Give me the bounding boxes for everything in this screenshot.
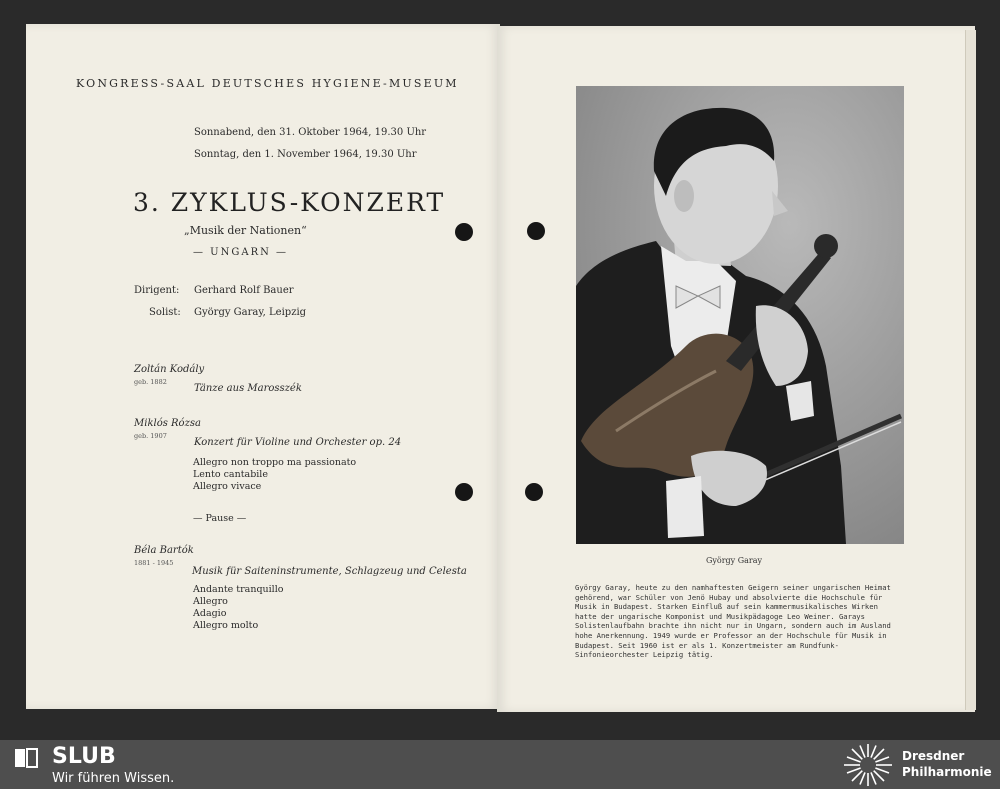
concert-title: 3. ZYKLUS-KONZERT [133, 188, 446, 217]
work-title: Tänze aus Marosszék [194, 383, 302, 394]
soloist-label: Solist: [149, 307, 181, 318]
movement: Adagio [193, 608, 227, 619]
movement: Andante tranquillo [193, 584, 284, 595]
concert-date: Sonnabend, den 31. Oktober 1964, 19.30 Uhr [194, 127, 427, 138]
venue-heading: KONGRESS-SAAL DEUTSCHES HYGIENE-MUSEUM [76, 77, 459, 90]
movement: Allegro non troppo ma passionato [193, 457, 357, 468]
movement: Allegro [193, 596, 228, 607]
soloist-biography: György Garay, heute zu den namhaftesten Geigern seiner ungarischen Heimat gehörend, war Schüler von Jenö Hubay und absolvierte die Hochschule für Musik in Budapest. Starken Einfluß auf sein kammermusikalisches Wirken hatte der ungarische Komponist und Musikpädagoge Leo Weiner. Garays Solistenlaufbahn brachte ihn nicht nur in Ungarn, sondern auch im Ausland hohe Anerkennung. 1949 wurde er Professor an der Hochschule für Musik in Budapest. Seit 1960 ist er als 1. Konzertmeister am Rundfunk-Sinfonieorchester Leipzig tätig. [575, 583, 891, 660]
punch-hole [527, 222, 545, 240]
conductor-label: Dirigent: [134, 285, 180, 296]
movement: Allegro vivace [193, 481, 262, 492]
series-subtitle: „Musik der Nationen“ [184, 224, 307, 237]
concert-date: Sonntag, den 1. November 1964, 19.30 Uhr [194, 149, 417, 160]
portrait-illustration [576, 86, 904, 544]
composer-name: Zoltán Kodály [134, 364, 205, 375]
slub-logo-text: SLUB [52, 744, 116, 769]
soloist-portrait-photo [576, 86, 904, 544]
work-title: Musik für Saiteninstrumente, Schlagzeug und Celesta [192, 566, 467, 577]
footer-bar [0, 740, 1000, 789]
page-edge [965, 30, 976, 710]
soloist-name: György Garay, Leipzig [194, 307, 307, 318]
series-theme: — UNGARN — [193, 247, 289, 258]
slub-book-icon [14, 747, 38, 769]
partner-name: Philharmonie [902, 765, 992, 779]
composer-dates: 1881 - 1945 [134, 559, 174, 567]
work-title: Konzert für Violine und Orchester op. 24 [194, 437, 402, 448]
composer-dates: geb. 1907 [134, 432, 167, 440]
slub-tagline: Wir führen Wissen. [52, 771, 175, 786]
composer-name: Miklós Rózsa [134, 418, 201, 429]
philharmonie-sunburst-icon [842, 742, 894, 788]
conductor-name: Gerhard Rolf Bauer [194, 285, 294, 296]
punch-hole [455, 483, 473, 501]
composer-dates: geb. 1882 [134, 378, 167, 386]
punch-hole [525, 483, 543, 501]
punch-hole [455, 223, 473, 241]
photo-caption: György Garay [706, 556, 763, 565]
partner-name: Dresdner [902, 749, 965, 763]
intermission: — Pause — [193, 513, 247, 524]
movement: Allegro molto [193, 620, 259, 631]
composer-name: Béla Bartók [134, 545, 194, 556]
movement: Lento cantabile [193, 469, 268, 480]
